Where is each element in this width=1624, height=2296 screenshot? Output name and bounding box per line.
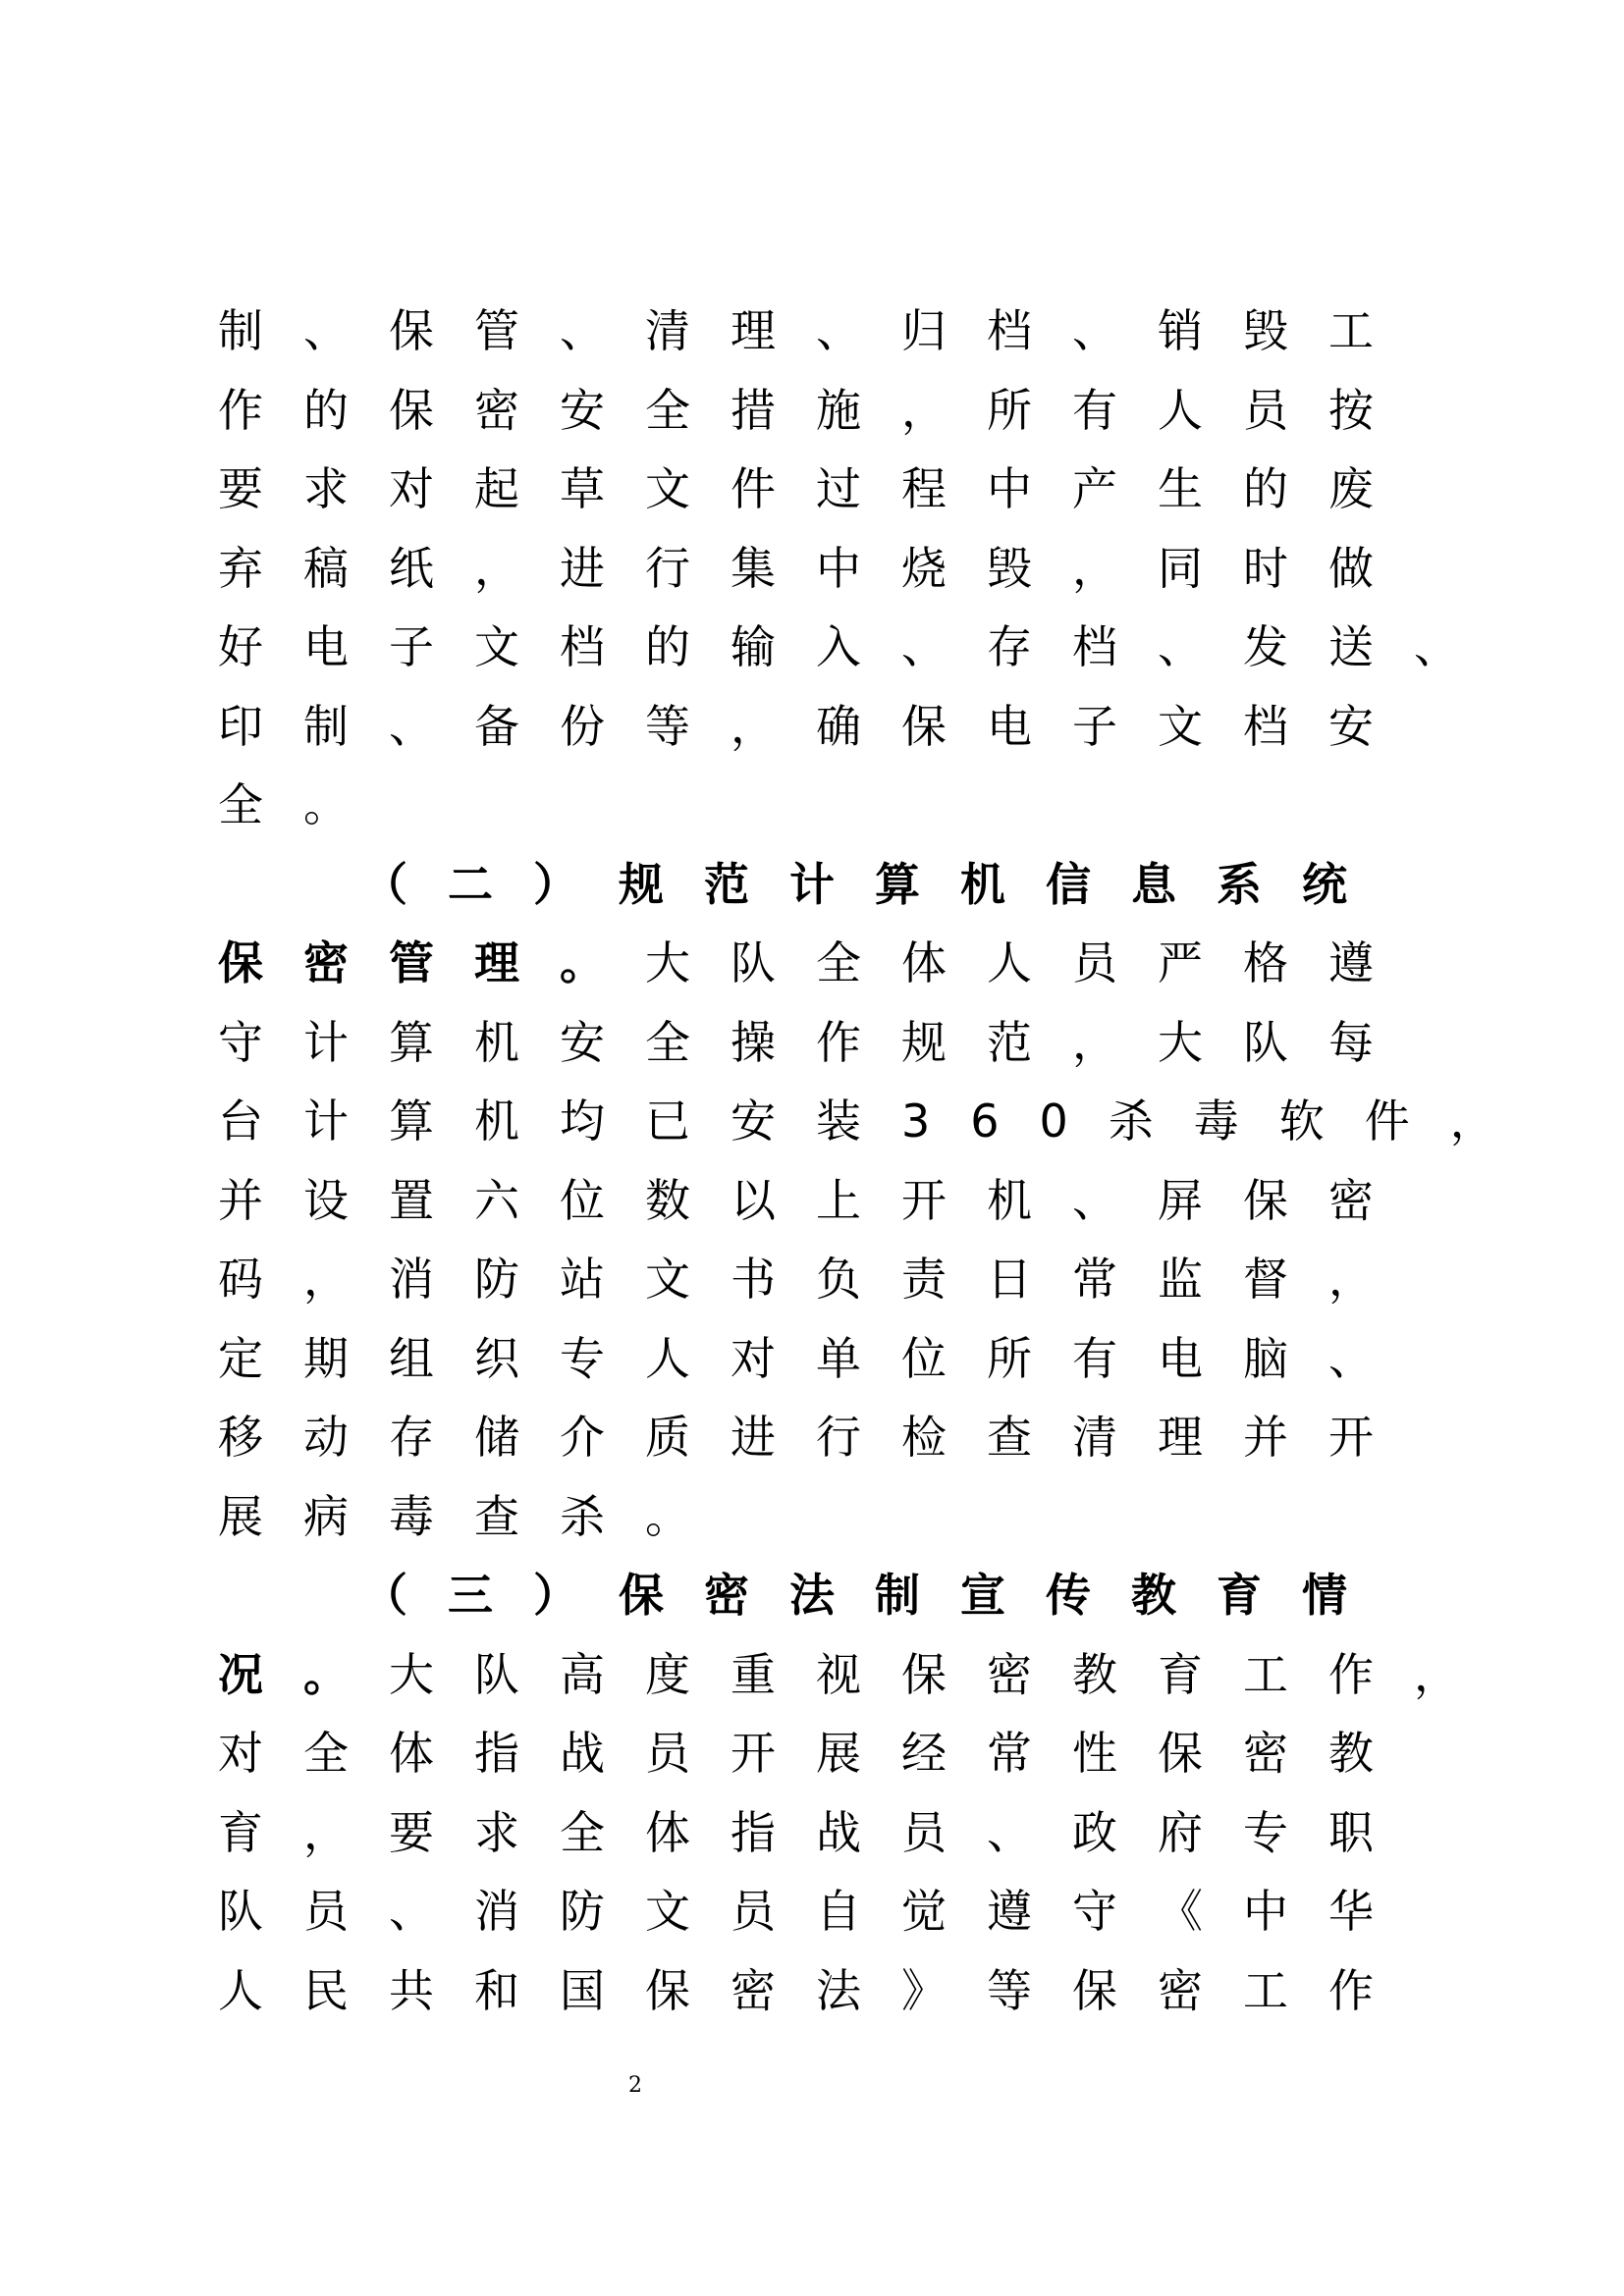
line-text: 作的保密安全措施，所有人员按 bbox=[218, 384, 1414, 437]
page-number: 2 bbox=[628, 2073, 642, 2098]
body-line-2 bbox=[218, 371, 1494, 450]
body-line-5 bbox=[218, 608, 1499, 686]
heading-text: （二）规范计算机信息系统 bbox=[362, 858, 1387, 911]
line-text: 印制、备份等，确保电子文档安 bbox=[218, 700, 1414, 753]
line-text: 队员、消防文员自觉遵守《中华 bbox=[218, 1885, 1414, 1938]
body-line-4 bbox=[218, 529, 1494, 608]
body-line-11 bbox=[218, 1082, 1536, 1160]
body-line-16 bbox=[218, 1477, 1494, 1556]
line-text: 制、保管、清理、归档、销毁工 bbox=[218, 304, 1414, 357]
line-text: 对全体指战员开展经常性保密教 bbox=[218, 1727, 1414, 1780]
line-text: 定期组织专人对单位所有电脑、 bbox=[218, 1332, 1414, 1385]
line-text: 台计算机均已安装360杀毒软件， bbox=[218, 1095, 1536, 1148]
line-text: 大队全体人员严格遵 bbox=[645, 936, 1414, 989]
body-line-6 bbox=[218, 687, 1494, 766]
body-line-3 bbox=[218, 450, 1494, 528]
body-line-19 bbox=[218, 1714, 1494, 1792]
body-line-7 bbox=[218, 766, 1494, 844]
body-line-9 bbox=[218, 924, 1494, 1002]
body-line-1 bbox=[218, 292, 1494, 370]
line-text: 大队高度重视保密教育工作， bbox=[389, 1648, 1499, 1701]
line-text: 育，要求全体指战员、政府专职 bbox=[218, 1806, 1414, 1859]
body-line-13 bbox=[218, 1240, 1494, 1318]
line-text: 人民共和国保密法》等保密工作 bbox=[218, 1964, 1414, 2017]
heading-text: （三）保密法制宣传教育情 bbox=[362, 1569, 1387, 1622]
body-line-14 bbox=[218, 1319, 1494, 1398]
line-text: 守计算机安全操作规范，大队每 bbox=[218, 1016, 1414, 1069]
line-text: 全。 bbox=[218, 778, 389, 831]
body-line-15 bbox=[218, 1398, 1494, 1476]
body-line-10 bbox=[218, 1003, 1494, 1082]
line-text: 要求对起草文件过程中产生的废 bbox=[218, 462, 1414, 515]
body-line-22 bbox=[218, 1951, 1494, 2030]
body-line-18 bbox=[218, 1635, 1499, 1714]
body-line-20 bbox=[218, 1793, 1494, 1872]
heading-continuation: 保密管理。 bbox=[218, 936, 645, 989]
line-text: 码，消防站文书负责日常监督， bbox=[218, 1253, 1414, 1306]
line-text: 好电子文档的输入、存档、发送、 bbox=[218, 620, 1499, 673]
heading-continuation: 况。 bbox=[218, 1648, 389, 1701]
line-text: 展病毒查杀。 bbox=[218, 1490, 731, 1543]
section-heading-3 bbox=[362, 1556, 1624, 1634]
body-line-21 bbox=[218, 1872, 1494, 1950]
line-text: 移动存储介质进行检查清理并开 bbox=[218, 1411, 1414, 1464]
line-text: 弃稿纸，进行集中烧毁，同时做 bbox=[218, 542, 1414, 595]
section-heading-2 bbox=[362, 845, 1624, 924]
line-text: 并设置六位数以上开机、屏保密 bbox=[218, 1174, 1414, 1227]
body-line-12 bbox=[218, 1161, 1494, 1240]
